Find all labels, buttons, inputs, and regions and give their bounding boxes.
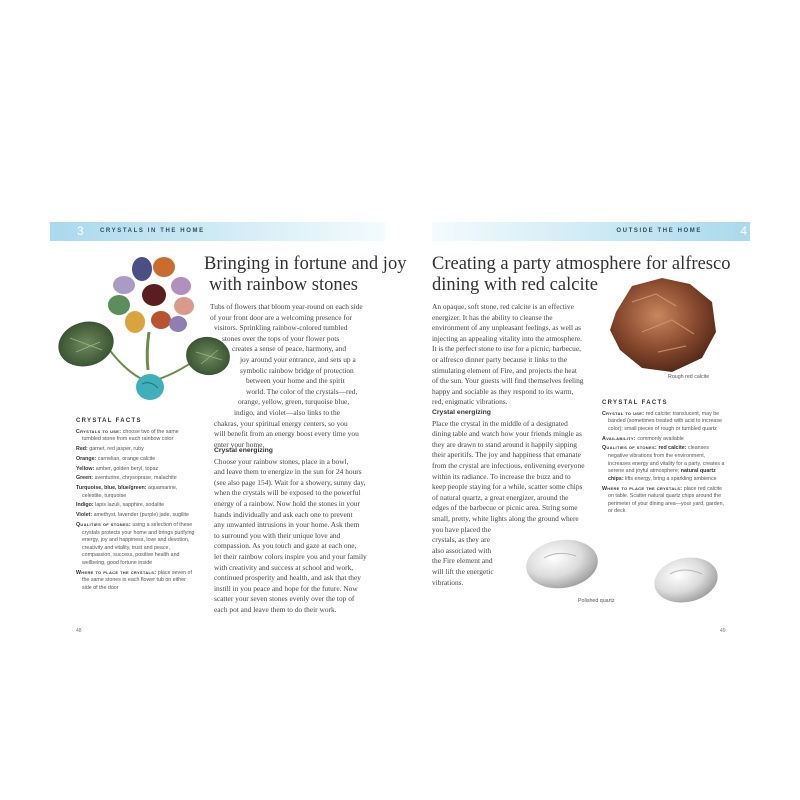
text-line: vibrations. [432,577,464,587]
text-line: when the crystals will be exposed to the powerful [214,488,361,498]
right-facts-qualities-label: Qualities of stones: [602,445,657,452]
polished-quartz-image [518,534,728,612]
text-line: It is the perfect stone to use for a picnic, barbecue, [432,344,581,354]
text-line: will lift the energetic [432,566,494,576]
stone-yellow [125,311,145,333]
left-running-head: CRYSTALS IN THE HOME [100,228,205,234]
text-line: enter your home. [214,439,265,449]
left-facts-to-use-label: Crystals to use: [76,428,122,435]
color-fact-label: Turquoise, blue, blue/green: [76,485,147,492]
color-fact-label: Green: [76,475,94,482]
text-line: and leave them to energize in the sun for 24 hours [214,467,362,477]
color-fact [76,475,196,483]
text-line: Tubs of flowers that bloom year-round on each side [210,302,363,311]
left-facts-where-label: Where to place the crystals: [76,569,157,576]
text-line: world. The color of the crystals—red, [246,386,358,396]
text-line: of your front door are a welcoming presence for [210,312,353,322]
right-facts-availability-label: Availability: [602,435,636,442]
text-line: instill in you peace and hope for the future. Now [214,583,358,593]
text-line: of natural quartz, a great energizer, around the [432,492,569,502]
right-facts-to-use-text: red calcite: translucent, may be banded (sometimes treated with acid to increase color); small pieces of rough or tumbled quartz [608,410,722,432]
text-line: injecting an appealing vitality into the atmosphere. [432,333,583,343]
stone-amethyst-1 [113,276,135,294]
color-fact [76,466,196,474]
text-line: from the crystal are infectious, enlivening everyone [432,460,585,470]
text-line: indigo, and violet—also links to the [234,407,340,417]
left-title-line1: Bringing in fortune and joy [204,254,407,274]
left-page-number: 48 [76,628,82,634]
right-facts-where-label: Where to place the crystals: [602,485,683,492]
quartz-stone-2 [650,552,722,608]
right-facts-availability-text: commonly available [637,435,684,442]
text-line: symbolic rainbow bridge of protection [240,365,354,375]
color-fact-label: Yellow: [76,465,95,472]
text-line: let their rainbow colors inspire you and your family [214,551,367,561]
right-intro-text [432,302,604,408]
color-fact-text: carnelian, orange calcite [97,455,156,462]
text-line: continued prosperity and health, and ask that they [214,573,361,583]
left-facts-where-text: place seven of the same stones in each flower tub on either side of the door [82,569,192,591]
left-facts-to-use-text: choose two of the same tumbled stone from each rainbow color [82,428,179,443]
right-facts-qualities-text2: lifts energy, bring a sparkling ambience [625,475,717,482]
right-facts-where-text: place red calcite on table. Scatter natural quartz chips around the perimeter of your dining area—your yard, garden, or deck [608,485,725,515]
left-energizing-section [214,446,394,616]
quartz-caption: Polished quartz [578,598,615,604]
left-facts-qualities-label: Qualities of stones: [76,522,131,529]
color-fact-text: aventurine, chrysoprase, malachite [94,475,177,482]
text-line: Choose your rainbow stones, place in a bowl, [214,456,349,466]
text-line: scatter your seven stones evenly over the top of [214,594,355,604]
color-fact-text: aquamarine, celestite, turquoise [82,485,178,499]
text-line: energizer. It has the ability to cleanse the [432,312,553,322]
stone-pink [174,297,194,315]
left-chapter-number: 3 [77,224,84,238]
left-page-title [204,254,406,296]
stone-red [142,284,166,306]
text-line: red, enigmatic vibrations. [432,397,508,407]
text-line: within its radiance. To increase the buzz and to [432,471,571,481]
stone-carnelian [151,311,171,329]
text-line: the Fire element and [432,556,493,566]
stone-indigo [132,257,152,281]
text-line: creates a sense of peace, harmony, and [232,344,347,354]
text-line: happy and sociable as they respond to its warm, [432,386,574,396]
color-fact [76,485,196,500]
text-line: stimulating element of Fire, and projects the heat [432,365,577,375]
text-line: dining table and watch how your friends mingle as [432,429,582,439]
right-facts-to-use-label: Crystal to use: [602,410,645,417]
text-line: hands individually and ask each one to prevent [214,509,353,519]
text-line: with creativity and success at school and work, [214,562,354,572]
text-line: to surround you with their unique love and [214,530,341,540]
right-page-number: 49 [720,628,726,634]
right-running-head: OUTSIDE THE HOME [616,228,702,234]
right-running-head-band [432,222,750,241]
quartz-stone-1 [523,535,601,593]
stone-violet [171,277,191,295]
right-crystal-facts [602,400,727,518]
text-line: An opaque, soft stone, red calcite is an effective [432,302,574,311]
left-subhead: Crystal energizing [214,447,273,454]
color-fact [76,502,196,510]
text-line: keep people staying for a while, scatter some chips [432,482,583,492]
text-line: stones over the tops of your flower pots [222,333,340,343]
color-fact-label: Violet: [76,512,93,519]
text-line: will benefit from an energy boost every time you [214,429,359,439]
red-calcite-image [602,272,722,380]
left-facts-qualities-text: using a selection of these crystals protects your home and brings purifying energy, joy and happiness, love and devotion, creativity and vitality, trust and peace, compassion, success, positive health and wellbeing, good fortune inside [82,522,195,566]
text-line: joy around your entrance, and sets up a [240,354,356,364]
color-fact-text: amber, golden beryl, topaz [95,465,159,472]
book-spread [50,222,750,642]
color-fact [76,512,196,520]
left-facts-heading: CRYSTAL FACTS [76,418,142,424]
text-line: they are drawn to stand around it happily sipping [432,439,577,449]
text-line: any unwanted intrusions in your home. Ask them [214,520,360,530]
calcite-caption: Rough red calcite [668,374,710,380]
color-fact-text: amethyst, lavender (purple) jade, sugilite [93,512,189,519]
right-facts-qualities-bold1: red calcite: [658,445,687,452]
stone-orange [153,257,175,277]
stone-green [108,295,130,315]
color-fact-label: Indigo: [76,502,94,509]
text-line: orange, yellow, green, turquoise blue, [238,397,350,407]
text-line: of the sun. Your guests will find themselves feeling [432,376,584,386]
text-line: or alfresco dinner party because it links to the [432,354,568,364]
right-title-line2: dining with red calcite [432,275,598,295]
text-line: compassion. As you touch and gaze at each one, [214,541,357,551]
text-line: each pot and leave them to do their work. [214,604,337,614]
text-line: energy of a rainbow. Now hold the stones in your [214,498,360,508]
text-line: you have placed the [432,524,491,534]
text-line: crystals, as they are [432,535,490,545]
color-fact [76,446,196,454]
color-fact-label: Orange: [76,455,97,462]
text-line: small, pretty, white lights along the ground where [432,513,579,523]
left-intro-text [210,302,390,450]
left-running-head-band [50,222,385,241]
text-line: chakras, your spiritual energy centers, so you [214,418,348,428]
text-line: (see also page 154). Wait for a showery, sunny day, [214,477,366,487]
color-fact-label: Red: [76,445,88,452]
text-line: edges of the barbecue or picnic area. String some [432,503,578,513]
text-line: environment of any unpleasant feelings, as well as [432,323,581,333]
left-crystal-facts [76,418,196,595]
stone-purple [169,316,187,332]
right-facts-qualities-bold2: natural quartz chips: [608,468,716,482]
text-line: visitors. Sprinkling rainbow-colored tumbled [214,323,348,333]
color-fact [76,456,196,464]
text-line: between your home and the spirit [246,376,345,386]
left-leaf [56,316,119,373]
text-line: also associated with [432,545,492,555]
right-chapter-number: 4 [740,224,747,238]
right-facts-qualities-text1: cleanses negative vibrations from the environment, increases energy and vitality for a party, creates a serene and joyful atmosphere; [608,445,725,475]
left-title-line2: with rainbow stones [209,275,359,295]
color-fact-text: garnet, red jasper, ruby [89,445,144,452]
stone-turquoise [136,374,164,400]
right-facts-heading: CRYSTAL FACTS [602,400,668,406]
text-line: their aperitifs. The joy and happiness that emanate [432,450,581,460]
right-title-line1: Creating a party atmosphere for alfresco [432,254,731,274]
color-fact-text: lapis lazuli, sapphire, sodalite [95,502,165,509]
text-line: Place the crystal in the middle of a designated [432,418,568,428]
right-subhead: Crystal energizing [432,409,491,416]
